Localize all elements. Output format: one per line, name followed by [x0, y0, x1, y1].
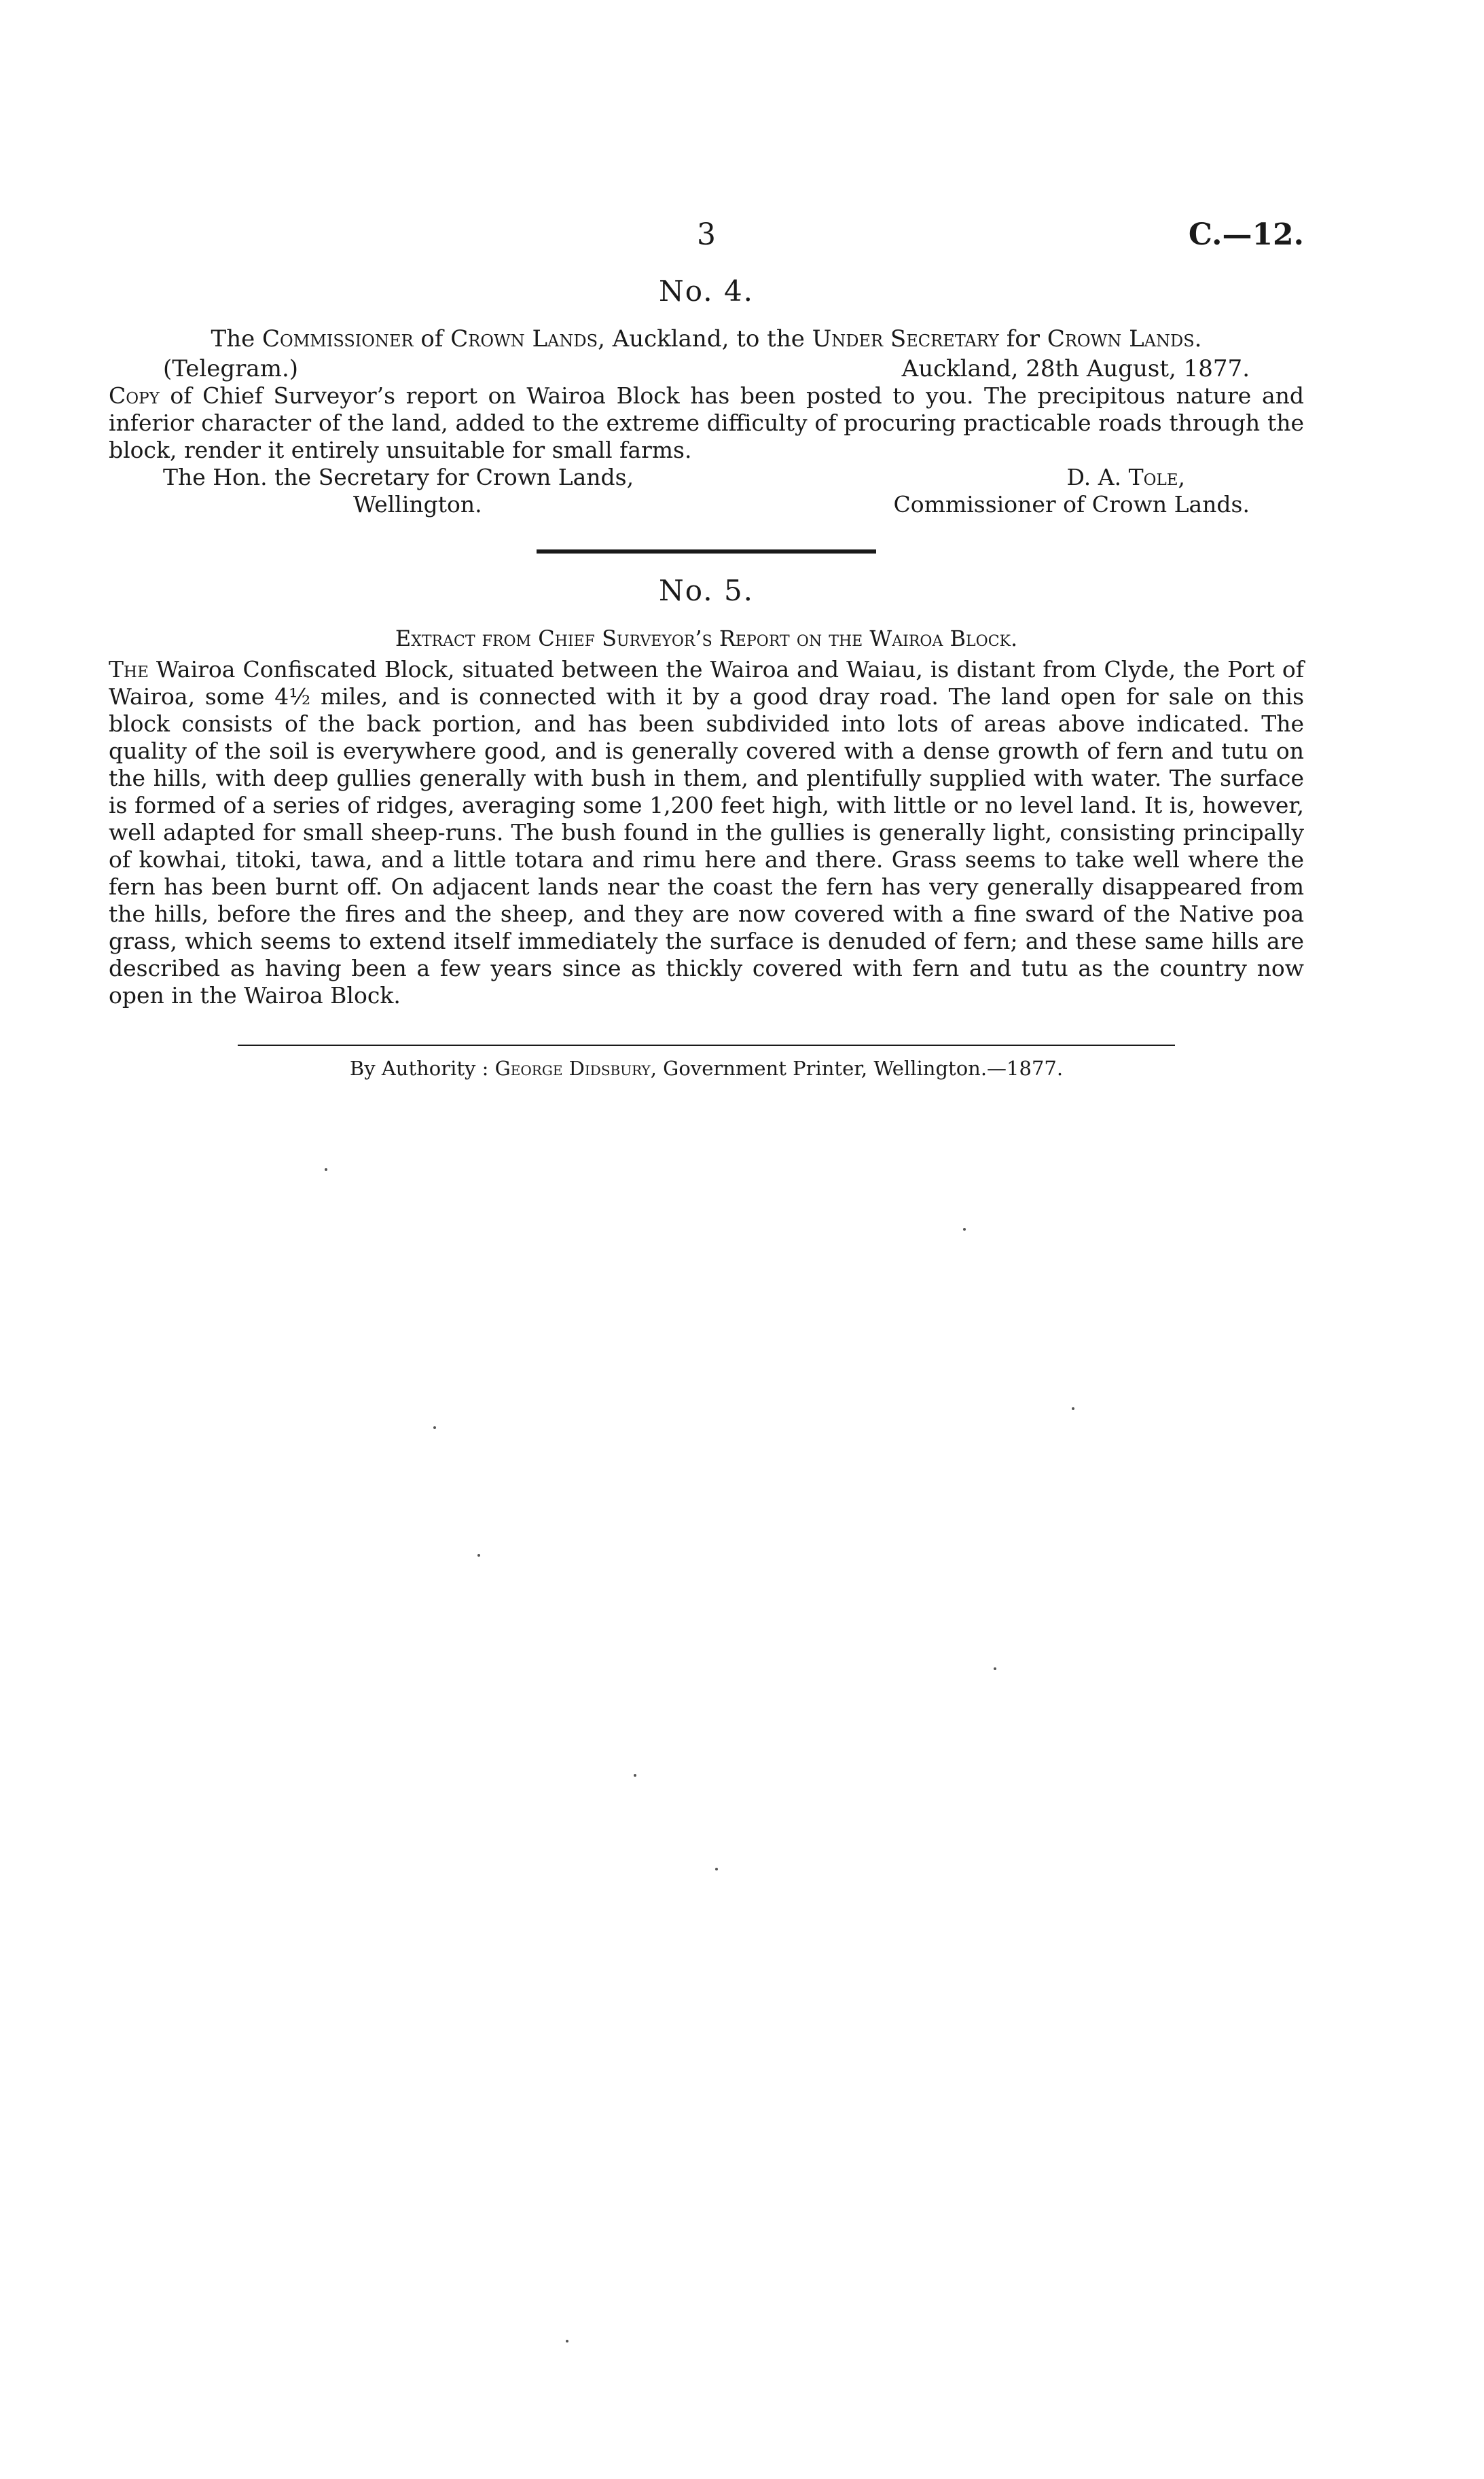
signatory-title: Commissioner of Crown Lands. — [893, 491, 1250, 518]
telegram-label: (Telegram.) — [163, 355, 299, 382]
report-body: The Wairoa Confiscated Block, situated between the Wairoa and Waiau, is distant from Clyde, the Port of Wairoa, some 4½ miles, and is connected with it by a good dray road. The land open for sale on this block consists of the back portion, and has been subdivided into lots of areas above indicated. The quality of the soil is everywhere good, and is generally covered with a dense growth of fern and tutu on the hills, with deep gullies generally with bush in them, and plentifully supplied with water. The surface is formed of a series of ridges, averaging some 1,200 feet high, with little or no level land. It is, however, well adapted for small sheep-runs. The bush found in the gullies is generally light, consisting principally of kowhai, titoki, tawa, and a little totara and rimu here and there. Grass seems to take well where the fern has been burnt off. On adjacent lands near the coast the fern has very generally disappeared from the hills, before the fires and the sheep, and they are now covered with a fine sward of the Native poa grass, which seems to extend itself immediately the surface is denuded of fern; and these same hills are described as having been a few years since as thickly covered with fern and tutu as the country now open in the Wairoa Block. — [109, 656, 1304, 1009]
scan-speck — [325, 1168, 327, 1171]
scan-speck — [963, 1228, 966, 1231]
page-number: 3 — [697, 217, 716, 252]
scan-speck — [477, 1554, 480, 1557]
section-divider — [537, 549, 876, 554]
telegram-meta — [109, 355, 1304, 382]
scan-speck — [994, 1667, 996, 1670]
section-no-4 — [109, 274, 1304, 521]
footer-rule — [238, 1045, 1175, 1046]
addressee: The Hon. the Secretary for Crown Lands, Wellington. — [163, 464, 634, 518]
signature-block — [109, 464, 1304, 521]
lead-word: Copy — [109, 382, 160, 409]
page-header — [109, 217, 1304, 258]
place-date: Auckland, 28th August, 1877. — [901, 355, 1250, 382]
scan-speck — [1072, 1407, 1074, 1410]
section-caption: Extract from Chief Surveyor’s Report on the Wairoa Block. — [395, 626, 1018, 651]
section-heading: No. 4. — [658, 274, 755, 308]
document-reference: C.—12. — [1188, 217, 1304, 252]
section-heading: No. 5. — [658, 574, 755, 607]
scan-speck — [634, 1774, 636, 1777]
lead-word: The — [109, 656, 149, 683]
telegram-body: Copy of Chief Surveyor’s report on Wairoa Block has been posted to you. The precipitous nature and inferior character of the land, added to the extreme difficulty of procuring practicable roads through the block, render it entirely unsuitable for small farms. — [109, 382, 1304, 463]
scan-speck — [566, 2340, 568, 2342]
section-caption: The Commissioner of Crown Lands, Auckland, to the Under Secretary for Crown Lands. — [211, 325, 1202, 352]
scan-speck — [715, 1868, 718, 1870]
signatory-name: D. A. Tole, — [1066, 464, 1186, 490]
section-no-5 — [109, 574, 1304, 1009]
signatory — [894, 464, 1250, 518]
document-page — [109, 217, 1304, 1080]
scan-speck — [433, 1426, 436, 1429]
printer-imprint: By Authority : George Didsbury, Government Printer, Wellington.—1877. — [349, 1057, 1064, 1080]
